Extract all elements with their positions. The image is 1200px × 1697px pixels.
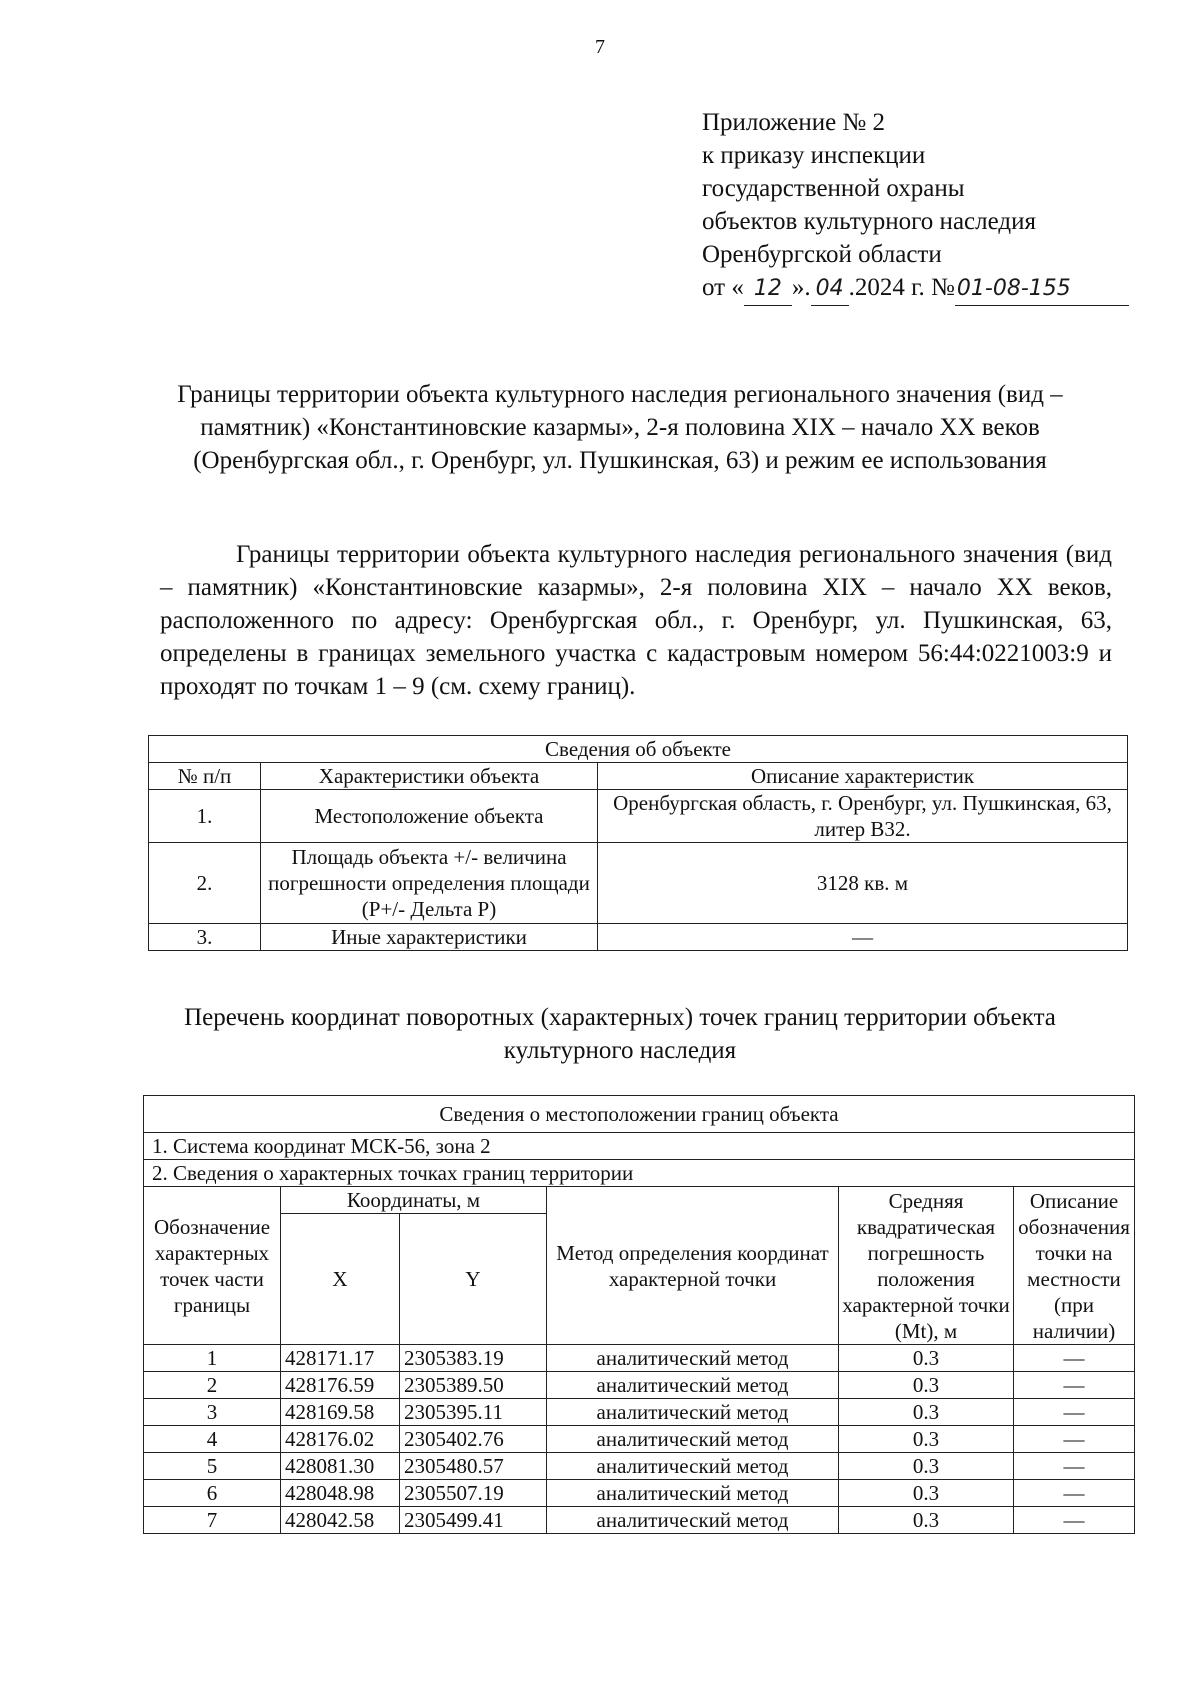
header-characteristic: Характеристики объекта (261, 763, 598, 790)
cell-point: 1 (144, 1345, 281, 1372)
header-error: Средняя квадратическая погрешность положения характерной точки (Mt), м (839, 1187, 1014, 1345)
coords-system-row: 1. Система координат МСК-56, зона 2 (144, 1133, 1135, 1160)
cell-point: 7 (144, 1507, 281, 1534)
cell-characteristic: Местоположение объекта (261, 790, 598, 843)
cell-desc: — (1014, 1453, 1135, 1480)
header-point: Обозначение характерных точек части границы (144, 1187, 281, 1345)
date-year: .2024 г. № (848, 274, 955, 301)
header-description: Описание характеристик (598, 763, 1128, 790)
cell-y: 2305499.41 (400, 1507, 547, 1534)
table-row (144, 1480, 1135, 1507)
table-row (144, 1372, 1135, 1399)
cell-y: 2305395.11 (400, 1399, 547, 1426)
handwritten-order-number: 01-08-155 (955, 272, 1129, 306)
cell-num: 2. (149, 843, 261, 924)
cell-error: 0.3 (839, 1372, 1014, 1399)
table-row (149, 843, 1128, 924)
cell-y: 2305383.19 (400, 1345, 547, 1372)
coords-table-caption: Сведения о местоположении границ объекта (144, 1096, 1135, 1133)
cell-method: аналитический метод (547, 1453, 839, 1480)
table-row (149, 790, 1128, 843)
cell-method: аналитический метод (547, 1345, 839, 1372)
cell-y: 2305507.19 (400, 1480, 547, 1507)
date-prefix: от « (702, 274, 744, 301)
cell-x: 428048.98 (281, 1480, 400, 1507)
table-row (144, 1426, 1135, 1453)
cell-x: 428169.58 (281, 1399, 400, 1426)
cell-method: аналитический метод (547, 1480, 839, 1507)
header-y: Y (400, 1214, 547, 1345)
cell-x: 428176.02 (281, 1426, 400, 1453)
cell-desc: — (1014, 1480, 1135, 1507)
header-method: Метод определения координат характерной точки (547, 1187, 839, 1345)
cell-y: 2305402.76 (400, 1426, 547, 1453)
cell-method: аналитический метод (547, 1507, 839, 1534)
appendix-line: объектов культурного наследия (702, 208, 1036, 235)
page-number: 7 (595, 36, 605, 58)
appendix-block (702, 106, 1129, 306)
object-info-table (148, 735, 1128, 951)
cell-num: 1. (149, 790, 261, 843)
cell-x: 428171.17 (281, 1345, 400, 1372)
cell-method: аналитический метод (547, 1426, 839, 1453)
header-coords: Координаты, м (281, 1187, 547, 1214)
cell-point: 5 (144, 1453, 281, 1480)
cell-desc: — (1014, 1399, 1135, 1426)
handwritten-day: 12 (744, 272, 792, 306)
header-x: X (281, 1214, 400, 1345)
object-table-caption: Сведения об объекте (149, 736, 1128, 763)
cell-desc: — (1014, 1345, 1135, 1372)
cell-desc: — (1014, 1426, 1135, 1453)
cell-y: 2305480.57 (400, 1453, 547, 1480)
cell-desc: — (1014, 1372, 1135, 1399)
cell-desc: — (1014, 1507, 1135, 1534)
cell-point: 2 (144, 1372, 281, 1399)
coordinates-table (143, 1095, 1135, 1534)
cell-characteristic: Площадь объекта +/- величина погрешности определения площади (Р+/- Дельта Р) (261, 843, 598, 924)
header-point-description: Описание обозначения точки на местности (при наличии) (1014, 1187, 1135, 1345)
cell-method: аналитический метод (547, 1372, 839, 1399)
cell-error: 0.3 (839, 1399, 1014, 1426)
cell-point: 3 (144, 1399, 281, 1426)
appendix-date-line (702, 271, 1129, 306)
body-paragraph: Границы территории объекта культурного наследия регионального значения (вид – памятник) «Константиновские казармы», 2-я половина XIX – начало XX веков, расположенного по адресу: Оренбургская обл., г. Оренбург, ул. Пушкинская, 63, определены в границах земельного участка с кадастровым номером 56:44:0221003:9 и проходят по точкам 1 – 9 (см. схему границ). (160, 541, 1112, 700)
date-sep: ». (791, 274, 811, 301)
cell-error: 0.3 (839, 1453, 1014, 1480)
cell-point: 4 (144, 1426, 281, 1453)
coordinates-subtitle: Перечень координат поворотных (характерных) точек границ территории объекта культурного наследия (184, 1004, 1056, 1064)
table-row (149, 924, 1128, 951)
appendix-line: Оренбургской области (702, 241, 942, 268)
table-row (144, 1345, 1135, 1372)
cell-x: 428081.30 (281, 1453, 400, 1480)
cell-point: 6 (144, 1480, 281, 1507)
cell-description: 3128 кв. м (598, 843, 1128, 924)
cell-method: аналитический метод (547, 1399, 839, 1426)
cell-error: 0.3 (839, 1507, 1014, 1534)
appendix-line: к приказу инспекции (702, 142, 926, 169)
appendix-line: Приложение № 2 (702, 109, 886, 136)
table-row (144, 1507, 1135, 1534)
cell-num: 3. (149, 924, 261, 951)
cell-y: 2305389.50 (400, 1372, 547, 1399)
coords-points-row: 2. Сведения о характерных точках границ территории (144, 1160, 1135, 1187)
cell-x: 428176.59 (281, 1372, 400, 1399)
appendix-line: государственной охраны (702, 175, 965, 202)
cell-description: — (598, 924, 1128, 951)
cell-description: Оренбургская область, г. Оренбург, ул. Пушкинская, 63, литер В32. (598, 790, 1128, 843)
cell-characteristic: Иные характеристики (261, 924, 598, 951)
cell-error: 0.3 (839, 1345, 1014, 1372)
table-row (144, 1399, 1135, 1426)
table-row (144, 1453, 1135, 1480)
cell-x: 428042.58 (281, 1507, 400, 1534)
cell-error: 0.3 (839, 1426, 1014, 1453)
header-num: № п/п (149, 763, 261, 790)
handwritten-month: 04 (811, 272, 849, 306)
document-title: Границы территории объекта культурного наследия регионального значения (вид – памятник) «Константиновские казармы», 2-я половина XIX – начало XX веков (Оренбургская обл., г. Оренбург, ул. Пушкинская, 63) и режим ее использования (177, 381, 1063, 474)
cell-error: 0.3 (839, 1480, 1014, 1507)
